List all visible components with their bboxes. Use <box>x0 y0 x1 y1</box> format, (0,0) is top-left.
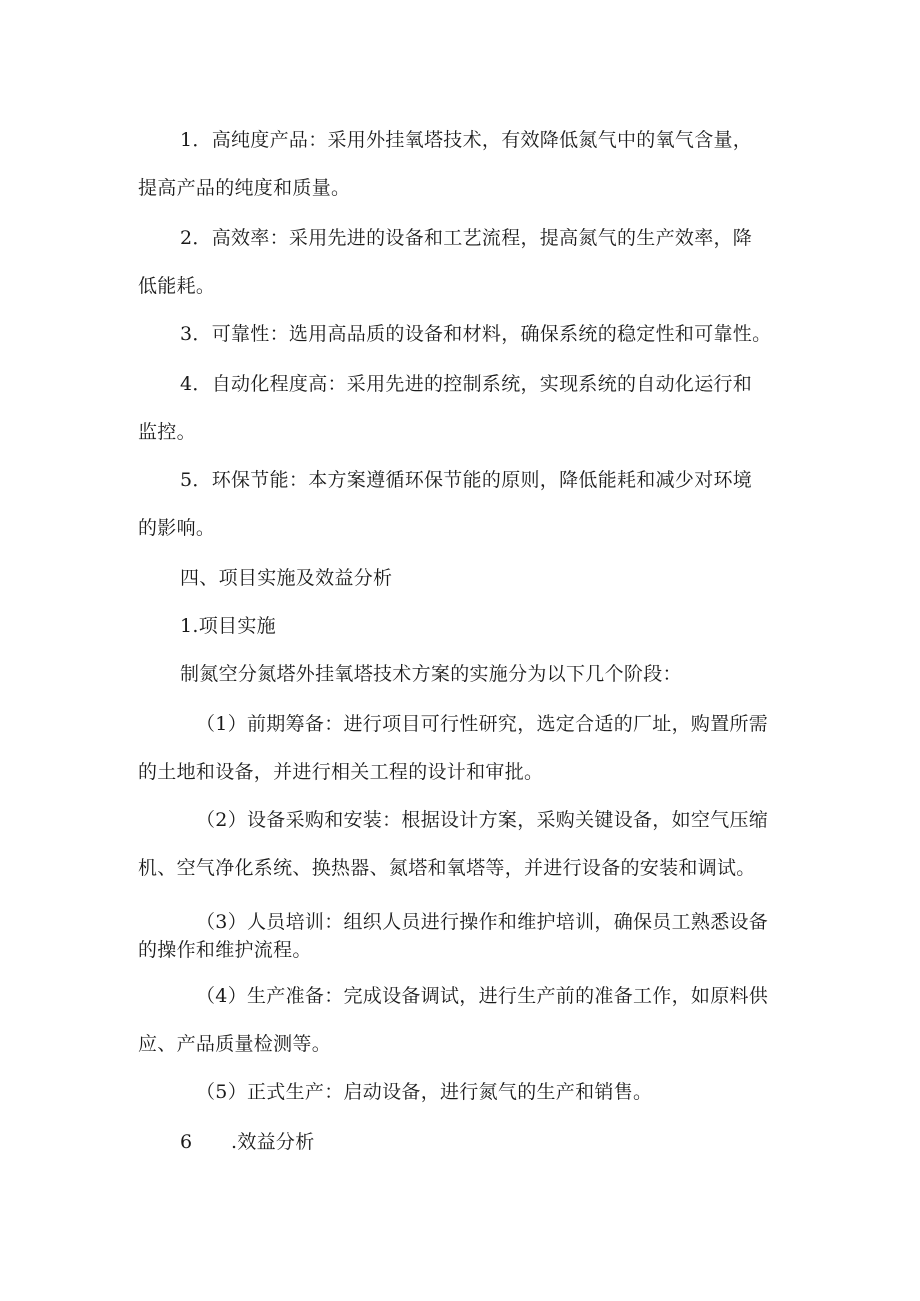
stage-1-line-2: 的土地和设备，并进行相关工程的设计和审批。 <box>138 761 544 783</box>
paragraph-4-line-2: 监控。 <box>138 421 196 443</box>
stage-4-line-1: （4）生产准备：完成设备调试，进行生产前的准备工作，如原料供 <box>196 985 769 1007</box>
stage-1-line-1: （1）前期筹备：进行项目可行性研究，选定合适的厂址，购置所需 <box>196 713 769 735</box>
stage-5-line-1: （5）正式生产：启动设备，进行氮气的生产和销售。 <box>196 1081 653 1103</box>
subsection-heading-benefit: 6 .效益分析 <box>180 1131 315 1153</box>
stage-3-line-1: （3）人员培训：组织人员进行操作和维护培训，确保员工熟悉设备 <box>196 911 769 933</box>
stage-2-line-2: 机、空气净化系统、换热器、氮塔和氧塔等，并进行设备的安装和调试。 <box>138 857 756 879</box>
stage-4-line-2: 应、产品质量检测等。 <box>138 1033 332 1055</box>
paragraph-2-line-2: 低能耗。 <box>138 275 216 297</box>
stage-3-line-2: 的操作和维护流程。 <box>138 939 312 961</box>
paragraph-4-line-1: 4．自动化程度高：采用先进的控制系统，实现系统的自动化运行和 <box>180 373 753 395</box>
paragraph-1-line-2: 提高产品的纯度和质量。 <box>138 177 351 199</box>
paragraph-3-line-1: 3．可靠性：选用高品质的设备和材料，确保系统的稳定性和可靠性。 <box>180 323 772 345</box>
paragraph-1-line-1: 1．高纯度产品：采用外挂氧塔技术，有效降低氮气中的氧气含量， <box>180 129 753 151</box>
paragraph-5-line-1: 5．环保节能：本方案遵循环保节能的原则，降低能耗和减少对环境 <box>180 469 753 491</box>
paragraph-2-line-1: 2．高效率：采用先进的设备和工艺流程，提高氮气的生产效率，降 <box>180 227 753 249</box>
subsection-heading-implementation: 1.项目实施 <box>180 615 276 637</box>
paragraph-5-line-2: 的影响。 <box>138 517 216 539</box>
section-heading: 四、项目实施及效益分析 <box>180 567 393 589</box>
stage-2-line-1: （2）设备采购和安装：根据设计方案，采购关键设备，如空气压缩 <box>196 809 769 831</box>
implementation-intro: 制氮空分氮塔外挂氧塔技术方案的实施分为以下几个阶段： <box>180 663 682 685</box>
